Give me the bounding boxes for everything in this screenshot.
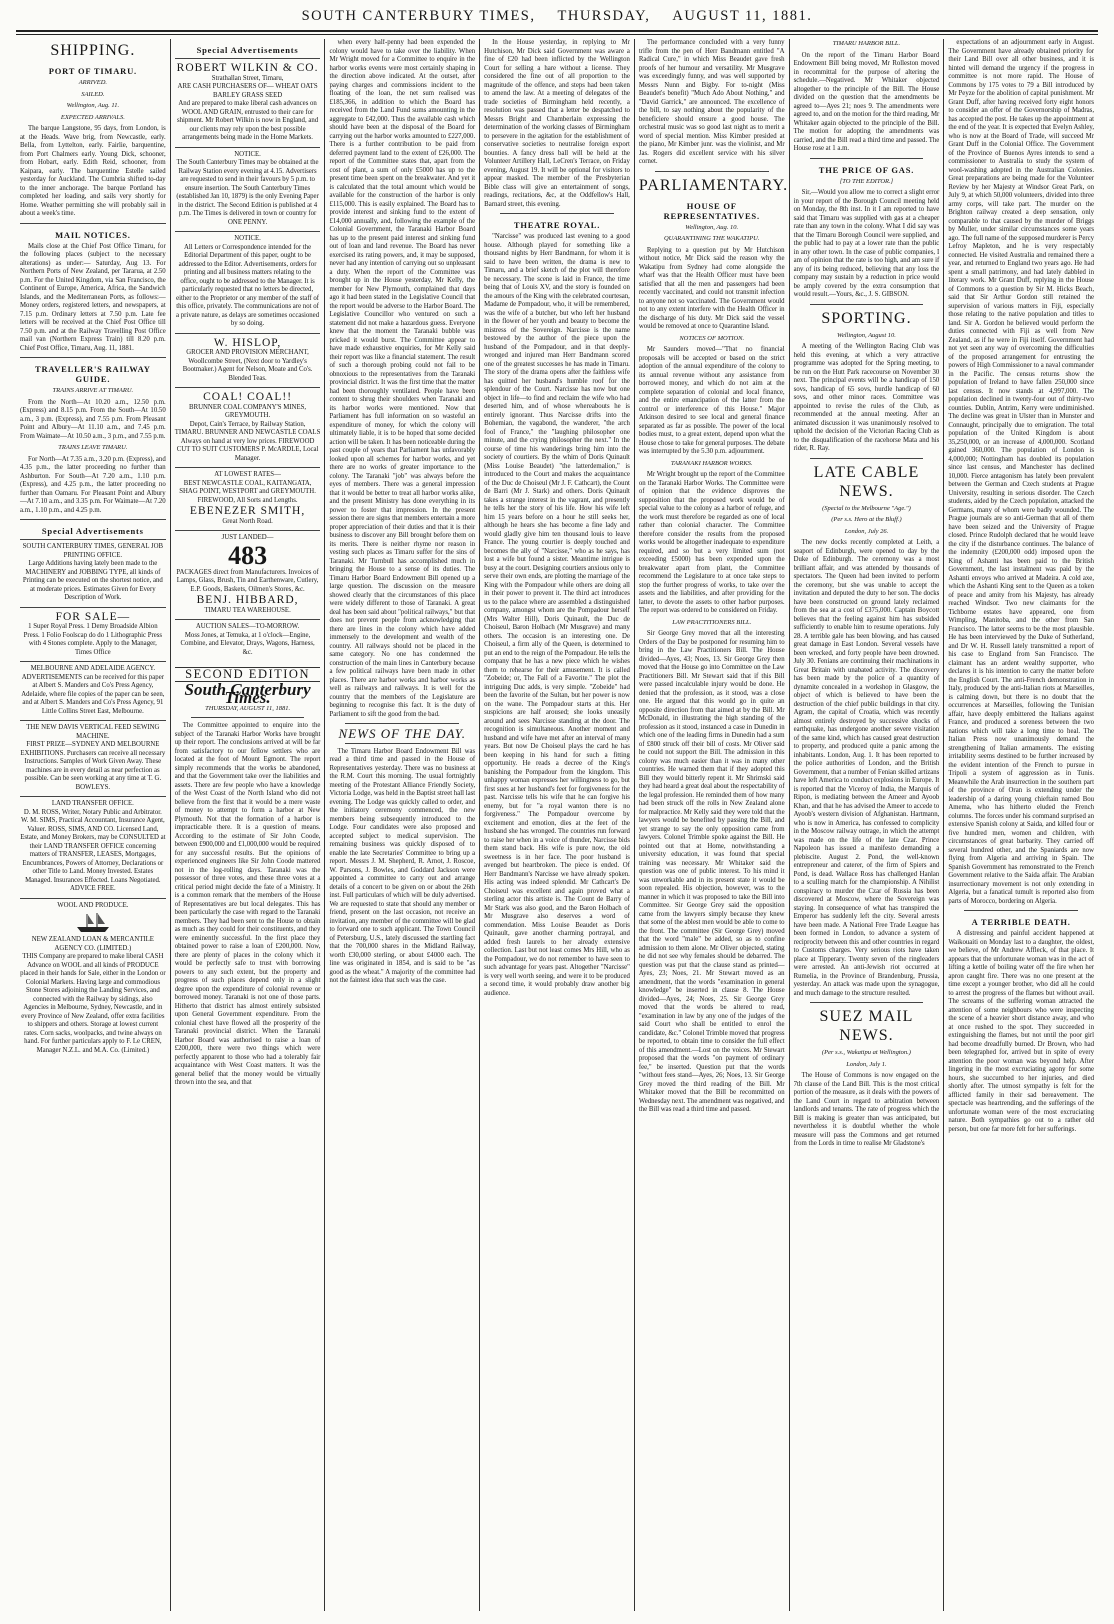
suez-text: The House of Commons is now engaged on the 7th clause of the Land Bill. This is the most critical portion of the measure, as it deals with the powers of the Land Court in regard to arbitration between landlords and tenants. The rate of progress which the Bill is making is greater than was anticipated, but nevertheless it is doubtful whether the whole measure will pass the Commons and get returned from the Lords in time to realise Mr Gladstone's [793, 1072, 940, 1147]
notice-body: All Letters or Correspondence intended for the Editorial Department of this paper, ought to be addressed to the Editor. Advertisements, orders for printing and all business matters relating to the office, ought to be addressed to the Manager. It is particularly requested that no letters be directed, either to the Proprietor or any member of the staff of this office, privately. The communications are not of a private nature, as delays are sometimes occasioned by so doing. [176, 243, 320, 327]
wilkin-name: ROBERT WILKIN & CO. [176, 62, 319, 74]
arrive-body: From the North—At 10.20 a.m., 12.50 p.m. (Express) and 8.15 p.m. From the South—At 10.50 a.m., 3 p.m. (Express), and 7.55 p.m. From Pleasant Point and Albury—At 11.10 a.m., and 7.45 p.m. From Waimate—At 10.50 a.m., 3 p.m., and 7.55 p.m. [20, 398, 166, 440]
taranaki-text: Mr Wright brought up the report of the Committee on the Taranaki Harbor Works. The Committee were of opinion that the evidence disproves the supposition that the proposed work would be of special value to the colony as a harbor of refuge, and the work must therefore be regarded as one of local rather than colonial character. The Committee therefore consider the results from the proposed works would be altogether inadequate to expenditure required, and so but a very limited sum (not exceeding £5000) has been expended upon the breakwater apart from plant, the Committee recommend the Legislature to at once take steps to stop the further progress of works, to take over the assets and the liabilities, and after providing for the latter, to devote the assets to other harbor purposes. The report was ordered to be considered on Friday. [638, 471, 785, 614]
news-article [329, 748, 475, 986]
sewing-machine-ad [20, 720, 166, 796]
hibbard-number: 483 [228, 540, 268, 570]
smith-address: Great North Road. [222, 517, 273, 525]
land-body: D. M. ROSS, Writer, Notary Public and Arbitrator. W. M. SIMS, Practical Accountant, Insurance Agent, Valuer. ROSS, SIMS, AND CO. Licensed Land, Estate, and Money Brokers, may be CONSULTED at their LAND TRANSFER OFFICE concerning matters of TRANSFER, LEASES, Mortgages, Encumbrances, Powers of Attorney, Declarations or other Title to Land. Money Invested. Estates Managed. Insurances Effected. Loans Negotiated. ADVICE FREE. [20, 808, 166, 892]
hibbard-ad [175, 530, 321, 619]
wilkin-buy: ARE CASH PURCHASERS OF— WHEAT OATS BARLEY GRASS SEED [177, 83, 318, 99]
for-sale-body: 1 Super Royal Press. 1 Demy Broadside Albion Press. 1 Folio Foolscap do do 1 Lithographic Press with 4 Stones complete. Apply to the Manager, Times Office [23, 623, 163, 656]
divider [20, 357, 166, 358]
suez-continued-text: expectations of an adjournment early in August. The Government have already obtained priority for their Land Bill over all other business, and it is hinted will demand the urgency if the progress in committee is not more rapid. The House of Commons by 175 votes to 79 a Bill introduced by Mr Peyze for the abolition of capital punishment. Mr Grant Duff, after having received forty eight honors to consider an offer of the Governorship of Madras, has accepted the post. He takes up the appointment at the end of the year. It is expected that Evelyn Ashley, who is now at the Board of Trade, will succeed Mr Grant Duff in the Colonial Office. The Government of the Province of Buenos Ayres intends to send a commissioner to Australia to study the system of wool-washing adopted in the Australian Colonies. Great preparations are being made for the Volunteer Review by her Majesty at Windsor Great Park, on July 9, at which 50,000 volunteers, divided into three army corps, will take part. The murder on the Brighton railway created a deep sensation, only comparable to that caused by the murder of Briggs by Muller, under similar circumstances some years ago. The full name of the supposed murderer is Percy Lefroy Mapleton, and he is very respectably connected. He visited Australia and remained there a year, and returned to England two years ago. He had spent a small patrimony, and had lately dabbled in literary work. Mr Grant Duff, replying in the House of Commons to a question by Sir M. Hicks Beach, said that Sir Arthur Gordon still retained the supervision of various matters in Fiji, especially those relating to the native population and titles to land. Sir A. Gordon he believed would perform the duties connected with Fiji as well from New Zealand, as if he were in Fiji itself. Government had not yet seen any way of overcoming the difficulties of the proposed arrangement for entrusting the powers of High Commissioner to a naval commander in the Pacific. The census returns show the population of Ireland to have fallen 250,000 since last census. It now stands at 4,997,000. The population declined in twenty-four out of thirty-two counties. Dublin, Antrim, Kerry were undiminished. The decline was great in Ulster than in Munster and Connaught, principally due to emigration. The total population of the United Kingdom is about 35,250,000, or an increase of 4,000,000. Scotland gained 360,000. The population of London is 4,000,000; Nottingham has doubled its population since last census, and Manchester has declined 10,000. Fierce antagonism has lately been prevalent between the German and Czech students at Prague University, resulting in serious disorder. The Czech students, aided by the Czech population, attacked the Germans, many of whom were badly wounded. The Prague journals are so anti-German that all of them have been seized and the University of Prague closed. Prince Rudolph declared that he would leave the city if the disturbance continues. The balance of the indemnity (£200,000 odd) imposed upon the King of Ashanti has been paid to the British Government, the last instalment was paid by the Ashanti envoys who arrived at Madeira. A cold axe, which the Ashanti King sent to the Queen as a token of peace and amity from his Majesty, has already reached Windsor. Two new claimants for the Tichborne estates have appeared, one from Wimpling, Manitoba, and the other from San Francisco. The latter seems to be the most plausible. He has been interviewed by the Duke of Sutherland, and Dr W. H. Russell lately transmitted a report of his case to England from San Francisco. The claimant has an ardent wealthy supporter, who declares it is his intention to carry the matter before the English Court. The anti-French demonstration in Italy, produced by the anti-Italian riots at Marseilles, is calming down, but there is no doubt that the occurrences at Marseilles, following the Tunisian affair, have deeply embittered the Italians against France, and produced a soreness between the two nations which will take a long time to heal. The Italian Press now unanimously demand the strengthening of Italian armaments. The existing irritability seems destined to be further increased by the evident intention of the French to pursue in Tripoli a system of aggression as in Tunis. Meanwhile the Arab insurrection in the southern part of the province of Oran is extending under the leadership of a daring young chieftain named Bou Amema, who has hitherto eluded the French columns. The forces under his command surprised an extensive Spanish colony at Saida, and killed four or five hundred men, women and children, with circumstances of great barbarity. They carried off several hundred other, and the Spaniards are now flying from Algeria and arriving in Spain. The Spanish Government has remonstrated to the French Government relative to the Saida affair. The Arabian insurrectionary movement is not only extending in Algeria, but a fanatical tumult is reported also from parts of Morocco, bordering on Algeria. [948, 39, 1095, 905]
house-heading: HOUSE OF REPRESENTATIVES. [663, 200, 760, 221]
melbourne-body: ADVERTISEMENTS can be received for this paper at Albert S. Manders and Co's Press Agency, Adelaide, where file copies of the paper can be seen, and at Albert S. Manders and Co's Press Agency, 91 Little Collins Street East, Melbourne. [21, 673, 165, 715]
notice-heading: NOTICE. [234, 235, 261, 242]
suez-via: (Per s.s., Wakatipu at Wellington.) [821, 1049, 911, 1056]
divider [345, 723, 459, 724]
wellington-dateline: Wellington, Aug. 11. [66, 102, 120, 109]
leader-text: The Committee appointed to enquire into the subject of the Taranaki Harbor Works have brought up their report. The conclusions arrived at will be far from satisfactory to our fellow settlers who are located at the foot of Mount Egmont. The report simply recommends that the works be abandoned, and that the Government take over the liabilities and assets. There are few people who have a knowledge of the West Coast of the North Island who did not believe from the first that it would be a mere waste of money to attempt to form a harbor at New Plymouth. Not that the formation of a harbor is impracticable there. It is a question of means. According to the estimate of Sir John Coode, between £900,000 and £1,000,000 would be required for any successful results. But the opinions of experienced engineers like Sir John Coode mattered not in the log-rolling days. Taranaki was the possessor of three votes, and these three votes at a critical period might decide the fate of a Ministry. It is a common remark that the members of the House of Representatives are but local delegates. This has been particularly the case with regard to the Taranaki members. They had been sent to the House to obtain as much as they could for their constituents, and they were eminently successful. In the first place they obtained power to raise a loan of £200,000. Now, there are plenty of places in the colony which it would be perfectly safe to trust with borrowing powers to any such extent, but the property and progress of such places depend only in a slight degree upon the expenditure of colonial revenue or borrowed money. Taranaki is not one of those parts. Hitherto that district has almost entirely subsisted upon General Government expenditure. From the colonial chest have flowed all the prosperity of the Taranaki provincial district. When the Taranaki Harbor Board was authorised to raise a loan of £200,000, there were two things which were perfectly apparent to those who had a tolerably fair acquaintance with West Coast matters. It was the general belief that the money would be virtually thrown into the sea, and that [174, 722, 321, 1086]
column-3 [324, 39, 479, 1611]
to-editor-label: [TO THE EDITOR.] [839, 177, 894, 185]
divider [810, 458, 924, 459]
quarantine-text: Replying to a question put by Mr Hutchison without notice, Mr Dick said the reason why the Wakatipu from Sydney had come alongside the wharf was that the Health Officer must have been satisfied that all the men and passengers had been recently vaccinated, and could not transmit infection to anyone not so vaccinated. The Government would not to any extent interfere with the Health Officer in the discharge of his duty. Mr Dick said the vessel would be removed at once to Quarantine Island. [638, 246, 785, 330]
lowest-heading: AT LOWEST RATES— [214, 471, 281, 478]
paper-date: THURSDAY, AUGUST 11, 1881. [205, 704, 291, 712]
auction-heading: AUCTION SALES—TO-MORROW. [195, 623, 300, 630]
hibbard-name: BENJ. HIBBARD, [196, 594, 299, 606]
sporting-dateline: Wellington, August 10. [837, 331, 896, 339]
masthead-date: AUGUST 11, 1881. [672, 8, 813, 24]
ship-icon [73, 912, 113, 934]
column-2 [170, 39, 325, 1611]
port-heading: PORT OF TIMARU. [48, 66, 137, 76]
columns [16, 39, 1098, 1611]
wool-ad [20, 898, 166, 1060]
coal-name: BRUNNER COAL COMPANY'S MINES, GREYMOUTH. [189, 403, 307, 419]
news-continued-text: In the House yesterday, in replying to Mr Hutchison, Mr Dick said Government was aware a fine of £20 had been inflicted by the Wellington Court for selling a hare without a license. They considered the fine out of all proportion to the magnitude of the offence, and steps had been taken to amend the law. At a meeting of delegates of the trade societies of Birmingham held recently, a resolution was passed that a letter be despatched to Messrs Bright and Chamberlain expressing the determination of the working classes of Birmingham to persevere in the agitation for the establishment of conservative societies to neutralise foreign export bounties. A fancy dress ball will be held at the Volunteer Artillery Hall, LeCren's Terrace, on Friday evening, August 19. It will be optional for visitors to appear masked. The member of the Presbyterian Bible class will give an entertainment of songs, readings, recitations, &c, at the Oddfellow's Hall, Barnard street, this evening. [484, 39, 630, 208]
mail-body: Mails close at the Chief Post Office Timaru, for the following places (subject to the necessary alterations) as under:— Saturday, Aug 13. For Northern Ports of New Zealand, per Tararua, at 2.50 p.m. For the United Kingdom, via San Francisco, the Continent of Europe, America, Africa, the Sandwich Islands, and the Mediterranean Ports, as follows:— Money orders, registered letters, and newspapers, at 7.15 p.m. Ordinary letters at 7.50 p.m. Late fee letters will be received at the Chief Post Office till 7.50 p.m. and at the Railway Travelling Post Office mail van (Northern Express Train) till 8.20 p.m. Chief Post Office, Timaru, Aug. 11, 1881. [20, 242, 166, 352]
masthead-paper: SOUTH CANTERBURY TIMES, [301, 8, 536, 24]
leave-body: For North—At 7.35 a.m., 3.20 p.m. (Express), and 4.35 p.m., the latter proceeding no further than Ashburton. For South—At 7.20 a.m., 1.10 p.m. (Express), and 4.25 p.m., the latter proceeding no further than Oamaru. For Pleasant Point and Albury—At 7.10 a.m., and 3.35 p.m. For Waimate—At 7.20 a.m., 1.10 p.m., and 4.25 p.m. [20, 455, 166, 514]
shipping-heading: SHIPPING. [50, 42, 136, 59]
wilkin-ad [175, 58, 321, 147]
motion-heading: NOTICES OF MOTION. [679, 334, 745, 342]
coal-body: Depot, Cain's Terrace, by Railway Station, TIMARU. BRUNNER AND NEWCASTLE COALS Always on hand at very low prices. FIREWOOD CUT TO SUIT CUSTOMERS P. McARDLE, Local Manager. [174, 420, 321, 462]
column-1 [16, 39, 170, 1611]
smith-name: EBENEZER SMITH, [189, 505, 306, 517]
job-printing-ad [20, 539, 166, 607]
auction-ad [175, 619, 321, 661]
hislop-trade: GROCER AND PROVISION MERCHANT, [186, 349, 309, 356]
wool-title: NEW ZEALAND LOAN & MERCANTILE AGENCY CO. (LIMITED.) [31, 936, 154, 952]
hibbard-body: PACKAGES direct from Manufacturers. Invoices of Lamps, Glass, Brush, Tin and Earthenware, Cutlery, E.P. Goods, Baskets, Oilmen's Stores, &c. [176, 568, 319, 593]
gas-text: Sir,—Would you allow me to correct a slight error in your report of the Borough Council meeting held on Monday, the 8th inst. In it I am reported to have said that Timaru was supplied with gas at a cheaper rate than any town in the colony. What I did say was that the Timaru Borough Council were supplied, and the public had to pay at a lower rate than the public in any other town. In the case of public companies, I am of opinion that the rate is too high, and am sure if any of its being reduced, believing that any loss the company may sustain by a reduction in price would be amply covered by the extra consumption that would result.—Yours, &c., J. S. GIBSON. [793, 189, 940, 298]
news-heading: NEWS OF THE DAY. [338, 726, 467, 741]
special-ads-heading: Special Advertisements [41, 526, 144, 536]
suez-heading: SUEZ MAIL NEWS. [819, 1008, 914, 1044]
quarantine-heading: QUARANTINING THE WAKATIPU. [663, 235, 760, 242]
job-body: Large Additions having lately been made to the MACHINERY and JOBBING TYPE, all kinds of Printing can be executed on the shortest notice, and at moderate prices. Estimates Given for Every Description of Work. [22, 560, 163, 601]
news-continued [484, 39, 630, 209]
parliamentary-heading: PARLIAMENTARY. [638, 176, 789, 194]
cable-text: The new docks recently completed at Leith, a seaport of Edinburgh, were opened to day by the Duke of Edinburgh. The ceremony was a most brilliant affair, and was attended by thousands of spectators. The Queen had been invited to perform the ceremony, but she was unable to accept the invitation and deputed the duty to her son. The docks have been constructed on ground lately reclaimed from the sea at a cost of £375,000. Captain Boycott believes that the feeling against him has subsided sufficiently to enable him to resume operations. July 28. A terrible gale has been blowing, and has caused great damage in East London. Several vessels have been wrecked, and forty people have been drowned. July 30. Fenians are continuing their machinations in Great Britain with unabated activity. The discovery has been made by the police of a quantity of dynamite concealed in a workshop in Glasgow, the object of which is believed to have been the destruction of the chief public buildings in that city. Agram, the capital of Croatia, which was recently almost entirely destroyed by successive shocks of earthquake, has undergone another severe visitation of the same kind, which has caused great destruction to property, and produced quite a panic among the inhabitants. London, Aug. 1. It has been reported to the police authorities of London, and the British Government, that a number of Fenian skilled artizans have left America to conduct explosions in Europe. It is reported that the Viceroy of India, the Marquis of Ripon, is mediating between the Ameer and Ayoob Khan, and that he has advised the Ameer to accede to Ayoob's western division of Afghanistan. Hartmann, who is now in America, has confessed to complicity in the Moscow railway outrage, in which the attempt was made on the life of the late Czar. Prince Napoleon has issued a manifesto demanding a plebiscite. August 2. Pond, the well-known entrepreneur and caterer, of the firm of Spiers and Pond, is dead. Wallace Ross has challenged Hanlan to a sculling match for the championship. A Nihilist conspiracy to murder the Czar of Russia has been discovered at Moscow, where the Sovereign was staying. In consequence of what has transpired the Emperor has suddenly left the city. Several arrests have been made. A National Free Trade League has been formed in London, to advance a system of reciprocity between this and other countries in regard to Customs charges. Very serious riots have taken place at Tipperary. Twenty seven of the ringleaders were arrested. An anti-Jewish riot occurred at Rumelia, in the Province of Brandenburg, Prussia, yesterday. An attack was made upon the synagogue, and much damage to the structure resulted. [793, 539, 940, 997]
cable-via: (Per s.s. Hero at the Bluff.) [831, 516, 902, 523]
suez-continued [948, 39, 1094, 906]
melbourne-ad [20, 661, 166, 720]
second-edition-heading: SECOND EDITION [175, 667, 321, 682]
hislop-ad [175, 333, 321, 388]
notice-ad [175, 147, 321, 232]
auction-body: Moss Jones, at Temuka, at 1 o'clock—Engine, Combine, and Elevator, Drays, Wagons, Harness, &c. [180, 631, 315, 656]
suez-dateline: London, July 1. [846, 1060, 887, 1068]
death-text: A distressing and painful accident happened at Waikouaiti on Monday last to a daughter, the oldest, we believe, of Mr Andrew Affleck, of that place. It appears that the unfortunate woman was in the act of lifting a kettle of boiling water off the fire when her apron caught fire. There was no one present at the time except a younger brother, who did all he could to arrest the progress of the flames but without avail. The screams of the suffering woman attracted the attention of some neighbours who were inspecting the scene of a heavier short distance away, and who at once rushed to the spot. They succeeded in extinguishing the flames, but not until the poor girl had become dreadfully burned. Dr Brown, who had been telegraphed for, arrived but in spite of every attention the poor woman was beyond help. After lingering in the most excruciating agony for some hours, she succumbed to her injuries, and died shortly after. The utmost sympathy is felt for the afflicted family in their sad bereavement. The spectacle was heartrending, and the sufferings of the unfortunate woman were of the most excruciating nature. Both sympathies go out to a rather old person, but one far more felt for her sufferings. [948, 930, 1095, 1133]
timaru-bill-text: On the report of the Timaru Harbor Board Endowment Bill being moved, Mr Rolleston moved in recommittal for the purpose of altering the schedule.—Negatived. Mr Whitaker objected altogether to the principle of the Bill. The House divided on the question that the amendments be agreed to—Ayes 21; noes 9. The amendments were agreed to, and on the motion for the third reading, Mr Whitaker again objected to the principle of the Bill. The motion for adopting the amendments was carried, and the Bill read a third time and passed. The House rose at 1 a.m. [793, 51, 940, 152]
death-heading: A TERRIBLE DEATH. [971, 917, 1071, 927]
hislop-address: Woollcombe Street, (Next door to Yardley's Bootmaker.) Agent for Nelson, Moate and Co's. Blended Teas. [182, 357, 313, 382]
wool-heading: WOOL AND PRODUCE. [57, 901, 129, 909]
divider [655, 171, 769, 172]
timaru-bill-heading: TIMARU HARBOR BILL. [832, 40, 901, 47]
divider [500, 213, 614, 214]
divider [345, 743, 459, 744]
divider [20, 519, 166, 520]
leader-continued-text: when every half-penny had been expended the colony would have to take over the liability. When Mr Wright moved for a Committee to enquire in the harbor works events were most certainly shaping in the direction above indicated. At the outset, after paying charges and commissions incident to the floating of the loan, the net sum realised was £185,366, in addition to which the Board has received from the Land Fund sums amounting in the aggregate to £42,000. Thus the available cash which should have been at the disposal of the Board for carrying out the harbor works amounted to £227,000. There is a further contribution to be paid from deferred payment land to the extent of £26,000. The report of the Committee states that, apart from the cost of plant, a sum of only £5000 has up to the present time been spent on the breakwater. And yet it is calculated that the total amount which would be available for the construction of the harbor is only £115,000. This is easily explained. The Board has to provide interest and sinking fund to the extent of £14,000 annually, and, following the example of the Colonial Government, the Taranaki Harbor Board has up to the present paid interest and sinking fund out of loan and land revenue. The Board has never exercised its rating powers, and, it may be supposed, never had any intention of carrying out so unpleasant a duty. When the report of the Committee was brought up in the House yesterday, Mr Kelly, the member for New Plymouth, complained that days ago it had been stated in the Legislative Council that the report would be adverse to the Harbor Board. The Legislative Councillor who ventured on such a statement did not make a hazardous guess. Everyone knew that the moment the Taranaki bubble was pricked it would burst. The Committee appear to have made exhaustive enquiries, for Mr Kelly said their report was like a financial statement. The result of such a thorough probing could not fail to be obnoxious to the representatives from the Taranaki provincial district. It was the first time that the matter had been thoroughly ventilated. People have been content to shrug their shoulders when Taranaki and its harbor works were mentioned. Now that Parliament has full information on so wasteful an expenditure of money, for which the colony will ultimately liable, it is to be hoped that some decided action will be taken. It has been noticeable during the past couple of years that Parliament has unfavorably looked upon all schemes for harbor works, and yet there are no works of greater importance to the colony. The Taranaki "job" was always before the eyes of members. There was a general impression that it would be better to treat all harbor works alike, and the present Ministry has done everything in its power to foster that impression. In the present session there are signs that members entertain a more proper appreciation of their duties and that it is their business to discover any Bill brought before them on its merits. There is neither rhyme nor reason in vesting such places as Timaru suffer for the sins of Taranaki. Mr Turnbull has accomplished much in bringing the House to a sense of its duties. The Timaru Harbor Board Endowment Bill opened up a large question. The discussion on the measure showed clearly that the circumstances of this place were widely different to those of Taranaki. A great deal has been said about "political railways," but that does not prevent people from acknowledging that there are lines in the colony which have added immensely to the development and wealth of the country. All railways should not be placed in the same category. No one has condemned the construction of the main lines in Canterbury because a few political railways have been made in other places. There are harbor works and harbor works as well as railways and railways. It is well for the country that the members of the Legislature are beginning to recognise this fact. It is the duty of Parliament to sift the good from the bad. [329, 39, 476, 718]
taranaki-heading: TARANAKI HARBOR WORKS. [670, 459, 753, 467]
wool-body: THIS Company are prepared to make liberal CASH Advance on WOOL and all kinds of PRODUCE placed in their hands for Sale, either in the London or Colonial Markets. Having large and commodious Stone Stores adjoining the Landing Services, and connected with the Railway by sidings, also Agencies in Melbourne, Sydney, Newcastle, and in every Province of New Zealand, offer extra facilities to shippers and others. Storage at lowest current rates. Corn sacks, woolpacks, and twine always on hand. For further particulars apply to F. Le CREN, Manager N.Z.L. and M.A. Co. (Limited.) [20, 953, 166, 1054]
coal-heading: COAL! COAL!! [203, 391, 293, 403]
special-ads-heading: Special Advertisements [196, 45, 299, 55]
expected-label: EXPECTED ARRIVALS. [60, 113, 125, 121]
theatre-heading: THEATRE ROYAL. [513, 220, 601, 230]
lowest-rates-ad [175, 467, 321, 530]
sewing-body: FIRST PRIZE—SYDNEY AND MELBOURNE EXHIBITIONS. Purchasers can receive all necessary Instructions. Samples of Work Given Away. These machines are in every detail as near perfection as possible. Can be seen working at any time at T. G. BOWLEYS. [20, 741, 166, 791]
masthead [16, 8, 1098, 28]
divider [810, 158, 924, 159]
law-heading: LAW PRACTITIONERS BILL. [672, 618, 752, 626]
law-text: Sir George Grey moved that all the interesting Orders of the Day be postponed for resuming him to bring in the Law Practitioners Bill. The House divided—Ayes, 43; Noes, 13. Sir George Grey then moved that the House go into Committee on the Law Practitioners Bill. Mr Stewart said that if this Bill were passed incalculable injury would be done. He denied that the profession, as it stood, was a close one. He argued that this would go in quite an opposite direction from that aimed at by the Bill. Mr McDonald, in illustrating the high standing of the profession as it stood, instanced a case in Dunedin in which one of the leading firms in Dunedin had a sum of £800 struck off their bill of costs. Mr Oliver said he could not support the Bill. The admission in this colony was much easier than it was in many other countries. He warned them that if they adopted this Bill they would bitterly repent it. Mr Shrimski said they had heard a great deal about the respectability of the legal profession. He reminded them of how many had been struck off the rolls in New Zealand alone for malpractice. Mr Kelly said they were told that the lawyers would be benefited by passing the Bill, and yet strange to say the only opposition came from lawyers. Colonel Trimble spoke against the Bill. He pointed out that at Home, notwithstanding a university education, it was found that special training was necessary. Mr Whitaker said the question was one of public interest. To his mind it was unworkable and in its present state it would be soon repealed. His objection, however, was to the manner in which it was proposed to take the Bill into Committee. Sir George Grey said the opposition came from the lawyers simply because they knew that some of the ablest men would be able to come to the front. The committee (Sir George Grey) moved that the word "male" be added, so as to confine admission to them alone. Mr Oliver objected, stating he did not see why females should be debarred. The question was put that the clause stand as printed—Ayes, 23; Noes, 21. Mr Stewart moved as an amendment, that the words "examination in general knowledge" be inserted in clause 8. The House divided—Ayes, 24; Noes, 25. Sir George Grey moved that the words be altered to read, "examination in law by any one of the judges of the said Court who shall be entitled to enrol the candidate, &c." Colonel Trimble moved that progress be reported, to obtain time to consider the full effect of this amendment.—Lost on the voices. Mr Stewart proposed that the words "on payment of ordinary fee," be inserted. Question put that the words "without fees stand—Ayes, 26; Noes, 13. Sir George Grey moved the third reading of the Bill. Mr Whitaker moved that the Bill be recommitted on Wednesday next. The amendment was negatived, and the Bill was read a third time and passed. [638, 630, 785, 1113]
divider [964, 910, 1078, 911]
theatre-article [484, 233, 630, 998]
masthead-rule [16, 30, 1098, 35]
masthead-day: THURSDAY, [557, 8, 651, 24]
gas-heading: THE PRICE OF GAS. [818, 164, 915, 175]
theatre-text: "Narcisse" was produced last evening to a good house. Although played for something like a thousand nights by Herr Bandmann, for whom it is said to have been written, the drama is new to Timaru, and a brief sketch of the plot will therefore be necessary. The scene is laid in France, the time being that of Louis XV, and the story is founded on the amours of the King with the celebrated courtesan, Madame de Pompadour, who, it will be remembered, was the wife of a butcher, but who left her husband in the flower of her youth and beauty to become the mistress of the Sovereign. Narcisse is the name bestowed by the author of the piece upon the husband of the Pompadour, and in that deeply-wronged and injured man Herr Bandmann scored one of the greatest successes he has made in Timaru. The story of the drama opens after the faithless wife has quitted her husband's humble roof for the splendour of the Court. Narcisse has now but one object in life—to find and reclaim the wife who had deserted him, and of whose whereabouts he is entirely ignorant. Thus Narcisse drifts into the Bohemian, the vagabond, the wanderer, "the arch fool of France," the "laughing philosopher one minute, and the crying philosopher the next." In the course of time his wanderings bring him into the society of courtiers. By the whim of Doris Quinault (Miss Louise Beaudet) "the latterdemalion," is introduced to the Court and makes the acquaintance of the Duc de Choiseul (Mr J. F. Cathcart), the Count de Barri (Mr J. Stark) and others. Doris Quinault takes a strange interest in the vagrant, and presently he tells her the story of his life. How his wife left him 15 years before on a hour he still seeks her, although he hears she has become a fine lady and would gladly give him ten thousand louis to leave France. The young courtier is deeply touched and becomes the ally of "Narcisse," who as he says, has lost a wife but found a sister. Meantime intrigue is busy at the court. Designing courtiers anxious only to serve their own ends, are plotting the marriage of the King with the Pompadour while others are doing all in their power to prevent it. The third act introduces us to the palace where are assembled a distinguished company, amongst whom are the Pompadour herself (Mrs Walter Hill), Doris Quinault, the Duc de Choiseul, Baron Holbach (Mr Musgrave) and many others. The occasion is an interesting one. De Choiseul, a firm ally of the Queen, is determined to put an end to the reign of the Pompadour. He tells the company that he has a new piece which he wishes them to rehearse for their amusement. It is called "Zobeide; or, The Fall of a Favorite." The plot the intriguing Duc adds, is very simple. "Zobeide" had been the favorite of the Sultan, but her power is now on the wane. The Pompadour starts at this. Her suspicions are half aroused; she looks uneasily around and sees Narcisse standing at the door. The recognition is simultaneous. Another moment and husband and wife have met after an interval of many years. But now De Choiseul plays the card he has been keeping in his hand for such a fitting opportunity. He reads a decree of the King's banishing the Pompadour from the kingdom. This unhappy woman expresses her willingness to go, but first sues at her husband's feet for forgiveness for the past. Narcisse tells his wife that he can forgive his enemy, but for "a royal wanton there is no forgiveness." The Pompadour overcome by excitement and emotion, dies at the feet of the husband she has wronged. The countries run forward to raise her when in a voice of thunder, Narcisse bids them stand back. His wife is pure now, the old sweetness is in her face. The poor husband is avenged but heartbroken. The piece is ended. Of Herr Bandmann's Narcisse we have already spoken. His acting was indeed splendid. Mr Cathcart's De Choiseul was excellent and again proved what a sterling actor this artiste is. The Count de Barry of Mr Stark was also good, and the Baron Holbach of Mr Musgrave also deserves a word of commendation. Miss Louise Beaudet as Doris Quinault, gave another charming portrayal, and added fresh laurels to her already extensive collection. Last but not least comes Mrs Hill, who as the Pompadour, we do not remember to have seen to such advantage for years past. Altogether "Narcisse" is very well worth seeing, and were it to be produced a second time, it would probably draw another big audience. [484, 233, 630, 997]
job-title: SOUTH CANTERBURY TIMES, GENERAL JOB PRINTING OFFICE. [22, 543, 164, 559]
melbourne-heading: MELBOURNE AND ADELAIDE AGENCY. [30, 665, 156, 672]
lowest-body: BEST NEWCASTLE COAL, KAITANGATA, SHAG POINT, WESTPORT and GREYMOUTH. FIREWOOD, All Sorts and Lengths. [179, 479, 316, 504]
column-4 [479, 39, 634, 1611]
paper-title: South Canterbury Times. [184, 679, 311, 707]
cable-note: (Special to the Melbourne "Age.") [822, 504, 911, 512]
landed-heading: JUST LANDED— [221, 534, 274, 541]
arrived-label: ARRIVED. [78, 79, 108, 86]
leave-heading: TRAINS LEAVE TIMARU. [58, 444, 128, 451]
land-heading: LAND TRANSFER OFFICE. [51, 800, 134, 807]
wilkin-address: Strathallan Street, Timaru, [211, 74, 284, 82]
news-text: The Timaru Harbor Board Endowment Bill was read a third time and passed in the House of Representatives yesterday. There was no business at the R.M. Court this morning. The usual fortnightly meeting of the Protestant Alliance Friendly Society, Victoria Lodge, was held in the Baptist street hall last evening. The Lodge was quickly called to order, and the initiatory ceremony commenced, the new members being subsequently introduced to the Lodge. Four candidates were also proposed and accepted subject to medical supervision. The remaining business was quickly disposed of to enable the late Secretaries' Committee to bring up a report. Messrs J. M. Shepherd, R. Arnot, J. Roscoe, W. Parsons, J. Bowles, and Goddard Jackson were appointed a committee to carry out and arrange details of a concert to be given on or about the 26th inst. Full particulars of which will be duly advertised. We are requested to state that should any member or friend, present on the last occasion, not receive an invitation, any member of the committee will be glad to forward one to such applicant. The Town Council of Petersburg, U.S., lately discussed the startling fact that the 700,000 shares in the Midland Railway, worth £30,000 sterling, or about £4000 each. The line was originated in 1854, and is said to be "as good as the wheat." A majority of the committee had not the faintest idea that such was the case. [329, 747, 476, 984]
column-5 [634, 39, 789, 1611]
theatre-continued [639, 39, 785, 167]
notice-body: The South Canterbury Times may be obtained at the Railway Station every evening at 4.15. Advertisers are requested to send in their favours by 5 p.m. to ensure insertion. The South Canterbury Times (established Jan 10, 1879) is the only Evening Paper in the district. The Second Edition is published at 4 p.m. The Times is delivered in town or country for ONE PENNY. [176, 159, 319, 226]
coal-ad [175, 387, 321, 467]
sporting-text: A meeting of the Wellington Racing Club was held this evening, at which a very attractive programme was adopted for the Spring meeting, to be run on the Hutt Park racecourse on November 30 next. The principal events will be a handicap of 150 sovs, handicap of 65 sovs, hurdle handicap of 60 sovs, and other minor races. Committee was appointed to revise the rules of the Club, as recommended at the annual meeting. After an animated discussion it was unanimously resolved to uphold the decision of the Victorian Racing Club as to the disqualification of the racehorse Mata and his rider, R. Ray. [793, 343, 940, 452]
theatre-continued-text: The performance concluded with a very funny trifle from the pen of Herr Bandmann entitled "A Radical Cure," in which Miss Beaudet gave fresh proofs of her humour and versatility. Mr Musgrave was exceedingly funny, and was well supported by Messrs Nunn and Bigby. For to-night (Miss Beaudet's benefit) "Much Ado About Nothing," and "David Garrick," are announced. The excellence of the bill, to say nothing about the popularity of the beneficiere should ensure a good house. The orchestral music was so good last night as to merit a word of special mention. Miss Kimber presided at the piano, Mr Kimber junr. was the violinist, and Mr Jas. Rogers did excellent service with his silver cornet. [638, 39, 785, 165]
sailed-label: SAILED. [81, 90, 105, 98]
column-6 [789, 39, 944, 1611]
arrive-heading: TRAINS ARRIVE AT TIMARU. [52, 387, 134, 394]
leader-article [175, 722, 321, 1088]
sewing-heading: THE NEW DAVIS VERTICAL FEED SEWING MACHINE. [26, 724, 160, 740]
land-transfer-ad [20, 796, 166, 898]
for-sale-title: FOR SALE— [55, 610, 131, 623]
for-sale-ad [20, 607, 166, 662]
divider [810, 304, 924, 305]
column-7 [943, 39, 1098, 1611]
mail-heading: MAIL NOTICES. [55, 229, 131, 240]
notice-ad [175, 231, 321, 333]
cable-heading: LATE CABLE NEWS. [813, 463, 920, 500]
divider [810, 1002, 924, 1003]
leader-continued [329, 39, 475, 719]
hislop-name: W. HISLOP, [213, 336, 282, 349]
divider [20, 223, 166, 224]
divider [191, 717, 305, 718]
motion-text: Mr Saunders moved—"That no financial proposals will be accepted or based on the strict adoption of the annual expenditure of the colony to its annual revenue without any assistance from borrowed money, and which do not aim at the complete separation of colonial and local finance, and the entire emancipation of the latter from the control or interference of this House." Major Atkinson desired to see local and general finance separated as far as possible. The power of the local bodies must, to a great extent, depend upon what the House chose to take for general purposes. The debate was interrupted by the 5.30 p.m. adjournment. [638, 346, 785, 455]
notice-heading: NOTICE. [234, 150, 261, 158]
hibbard-address: TIMARU TEA WAREHOUSE. [204, 606, 291, 614]
railway-heading: TRAVELLER'S RAILWAY GUIDE. [34, 364, 151, 384]
wilkin-body: And are prepared to make liberal cash advances on WOOL AND GRAIN, entrusted to their care for shipment. Mr Robert Wilkin is now in England, and our clients may rely upon the best possible arrangements being made in the Home Markets. [176, 100, 319, 141]
cable-dateline: London, July 26. [844, 527, 889, 535]
parliament-dateline: Wellington, Aug. 10. [685, 223, 739, 231]
shipping-body: The barque Langstone, 95 days, from London, is at the Heads. Wave brig, from Newcastle, early. Bella, from Lyttelton, early. Fairlie, barquentine, from Port Chalmers early. Young Dick, schooner, from Hobart, early. Edith Reid, schooner, from Kaipara, early. The barquentine Estelle sailed yesterday for Auckland. The Cumbria shifted to-day to the inner anchorage. The barque Portland has completed her loading, and sails very shortly for Home. Weather permitting she will probably sail in about a week's time. [20, 125, 166, 217]
sporting-heading: SPORTING. [821, 309, 912, 327]
